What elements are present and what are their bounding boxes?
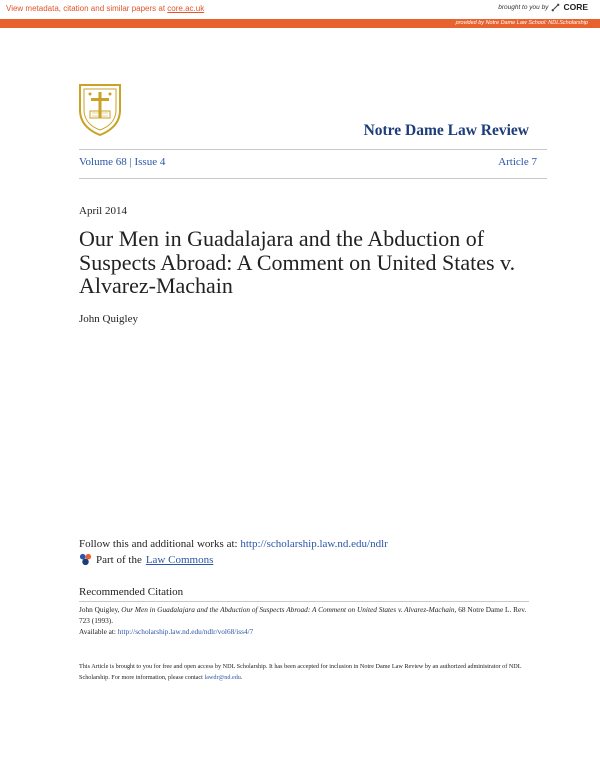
divider	[79, 149, 547, 150]
divider	[79, 601, 529, 602]
provider-bar	[0, 19, 600, 28]
citation-text: John Quigley, Our Men in Guadalajara and the Abduction of Suspects Abroad: A Comment on United States v. Alvarez-Machain, 68 Notre Dame L. Rev. 723 (1993). Available at: http://scholarship.law.nd.edu/ndlr/vol68/iss4/7	[79, 605, 527, 636]
paper-title: Our Men in Guadalajara and the Abduction of Suspects Abroad: A Comment on United States v. Alvarez-Machain	[79, 226, 516, 298]
journal-title[interactable]: Notre Dame Law Review	[363, 122, 529, 139]
follow-line: Follow this and additional works at: http://scholarship.law.nd.edu/ndlr	[79, 538, 388, 550]
author-name: John Quigley	[79, 313, 138, 325]
core-logo-icon	[551, 3, 560, 12]
core-brand[interactable]: brought to you by CORE	[498, 2, 588, 12]
notre-dame-shield-icon	[79, 84, 121, 136]
core-topbar	[0, 0, 600, 19]
provider-text[interactable]: provided by Notre Dame Law School: NDLScholarship	[455, 20, 588, 26]
part-of-line: Part of the Law Commons	[79, 553, 213, 566]
citation-url-link[interactable]: http://scholarship.law.nd.edu/ndlr/vol68/iss4/7	[117, 627, 254, 636]
contact-email-link[interactable]: lawdr@nd.edu	[204, 674, 241, 681]
follow-url-link[interactable]: http://scholarship.law.nd.edu/ndlr	[240, 538, 388, 550]
law-commons-link[interactable]: Law Commons	[145, 553, 214, 566]
volume-issue-link[interactable]: Volume 68 | Issue 4	[79, 156, 166, 168]
core-metadata-link[interactable]: View metadata, citation and similar papers at core.ac.uk	[6, 4, 205, 13]
divider	[79, 178, 547, 179]
bepress-network-icon	[79, 553, 92, 566]
article-link[interactable]: Article 7	[498, 156, 537, 168]
core-site-link[interactable]: core.ac.uk	[167, 4, 205, 13]
access-notice: This Article is brought to you for free and open access by NDL Scholarship. It has been accepted for inclusion in Notre Dame Law Review by an authorized administrator of NDL Scholarship. For more information, please contact lawdr@nd.edu.	[79, 663, 522, 681]
publication-date: April 2014	[79, 205, 127, 217]
recommended-citation-heading: Recommended Citation	[79, 586, 184, 598]
